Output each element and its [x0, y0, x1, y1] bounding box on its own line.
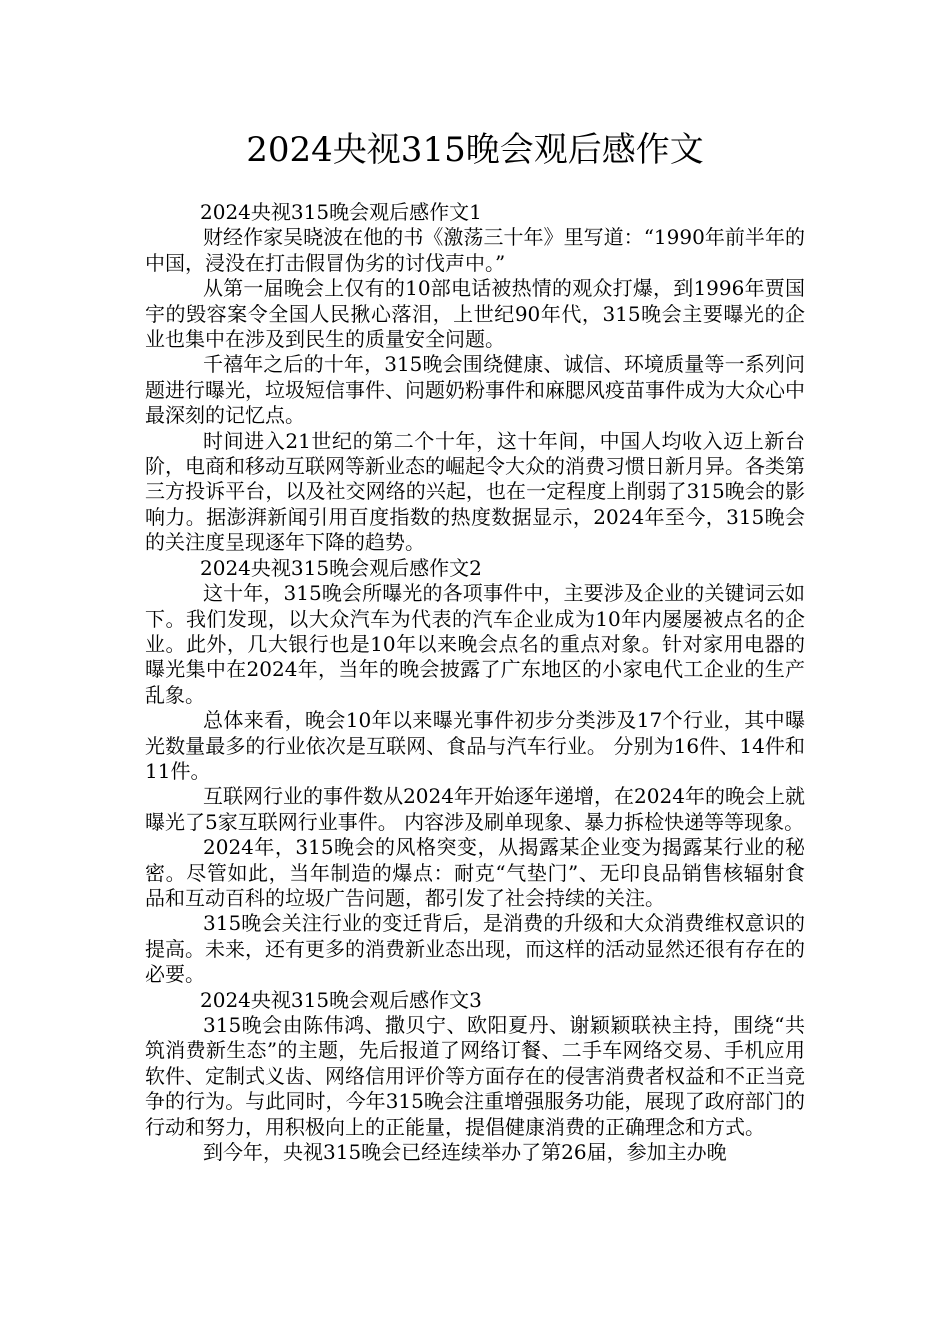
- paragraph: 千禧年之后的十年，315晚会围绕健康、诚信、环境质量等一系列问题进行曝光，垃圾短信事件、问题奶粉事件和麻腮风疫苗事件成为大众心中最深刻的记忆点。: [145, 352, 805, 428]
- paragraph: 互联网行业的事件数从2024年开始逐年递增，在2024年的晚会上就曝光了5家互联网行业事件。 内容涉及刷单现象、暴力拆检快递等等现象。: [145, 784, 805, 834]
- paragraph: 到今年，央视315晚会已经连续举办了第26届，参加主办晚: [203, 1140, 727, 1165]
- section-heading: 2024央视315晚会观后感作文1: [200, 200, 482, 224]
- section-3: [145, 988, 805, 1166]
- paragraph: 2024年，315晚会的风格突变，从揭露某企业变为揭露某行业的秘密。尽管如此，当年制造的爆点：耐克“气垫门”、无印良品销售核辐射食品和互动百科的垃圾广告问题，都引发了社会持续的关注。: [145, 835, 805, 910]
- paragraph: 315晚会关注行业的变迁背后，是消费的升级和大众消费维权意识的提高。未来，还有更多的消费新业态出现，而这样的活动显然还很有存在的必要。: [145, 911, 805, 987]
- paragraph: 这十年，315晚会所曝光的各项事件中，主要涉及企业的关键词云如下。我们发现，以大众汽车为代表的汽车企业成为10年内屡屡被点名的企业。此外，几大银行也是10年以来晚会点名的重点对象。针对家用电器的曝光集中在2024年，当年的晚会披露了广东地区的小家电代工企业的生产乱象。: [145, 581, 805, 707]
- section-heading: 2024央视315晚会观后感作文3: [200, 987, 482, 1012]
- paragraph: 315晚会由陈伟鸿、撒贝宁、欧阳夏丹、谢颖颖联袂主持，围绕“共筑消费新生态”的主题，先后报道了网络订餐、二手车网络交易、手机应用软件、定制式义齿、网络信用评价等方面存在的侵害消费者权益和不正当竞争的行为。与此同时，今年315晚会注重增强服务功能，展现了政府部门的行动和努力，用积极向上的正能量，提倡健康消费的正确理念和方式。: [145, 1013, 805, 1139]
- section-2: [145, 556, 805, 988]
- section-heading: 2024央视315晚会观后感作文2: [200, 555, 482, 580]
- paragraph: 总体来看，晚会10年以来曝光事件初步分类涉及17个行业，其中曝光数量最多的行业依次是互联网、食品与汽车行业。 分别为16件、14件和11件。: [145, 708, 805, 783]
- section-1: [145, 200, 805, 556]
- paragraph: 时间进入21世纪的第二个十年，这十年间，中国人均收入迈上新台阶，电商和移动互联网等新业态的崛起令大众的消费习惯日新月异。各类第三方投诉平台，以及社交网络的兴起，也在一定程度上削弱了315晚会的影响力。据澎湃新闻引用百度指数的热度数据显示，2024年至今，315晚会的关注度呈现逐年下降的趋势。: [145, 428, 805, 555]
- paragraph: 财经作家吴晓波在他的书《激荡三十年》里写道：“1990年前半年的中国，浸没在打击假冒伪劣的讨伐声中。”: [145, 225, 805, 275]
- paragraph: 从第一届晚会上仅有的10部电话被热情的观众打爆，到1996年贾国宇的毁容案令全国人民揪心落泪，上世纪90年代，315晚会主要曝光的企业也集中在涉及到民生的质量安全问题。: [145, 276, 805, 352]
- document-title: 2024央视315晚会观后感作文: [246, 130, 704, 170]
- document-body: [145, 200, 805, 1165]
